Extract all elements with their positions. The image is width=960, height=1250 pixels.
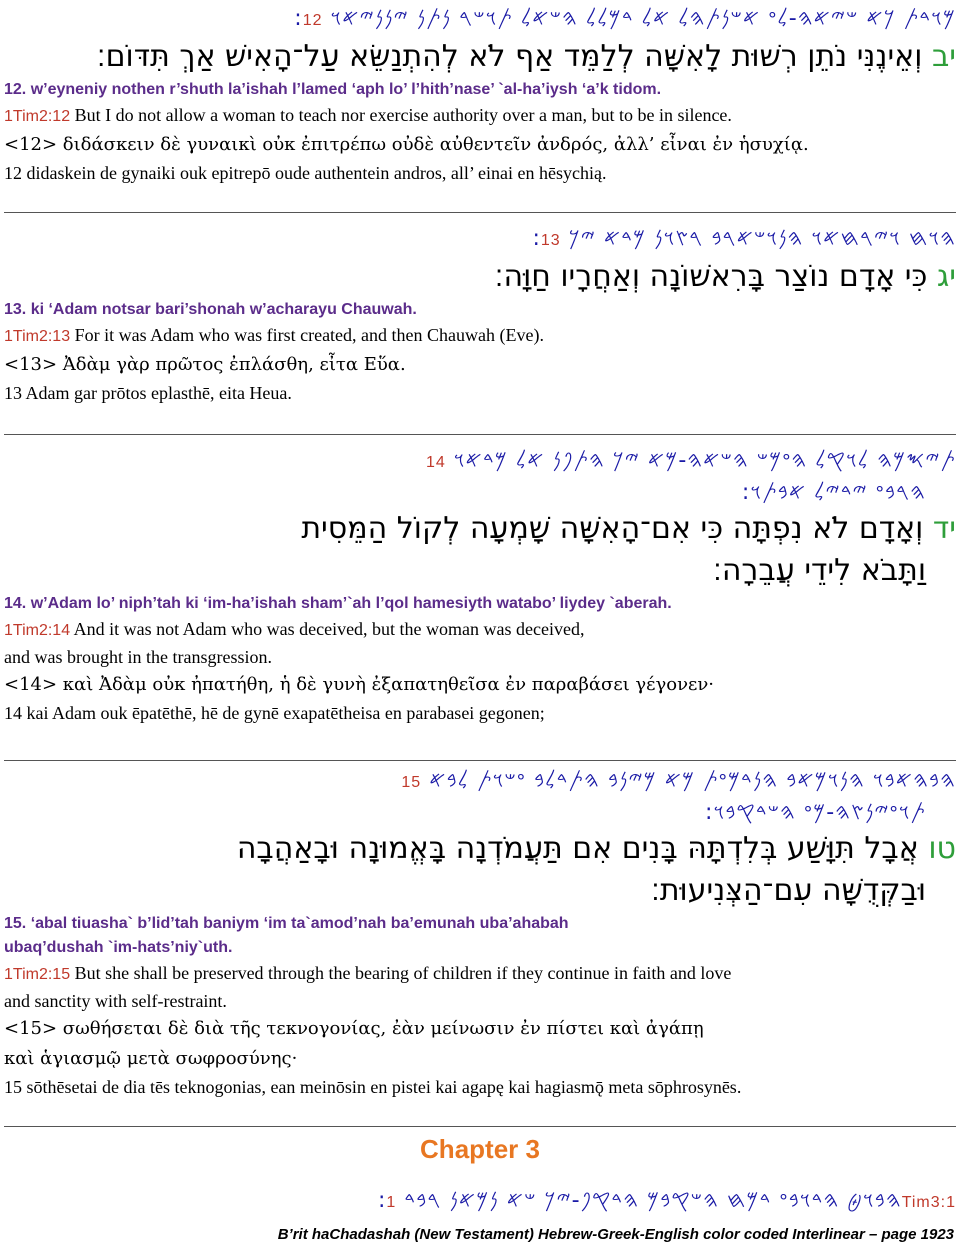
greek-line: <15> σωθήσεται δὲ διὰ τῆς τεκνογονίας, ἐὰν μείνωσιν ἐν πίστει καὶ ἀγάπῃ <box>4 1018 704 1039</box>
verse-14 <box>4 446 956 726</box>
chapter-heading: Chapter 3 <box>420 1134 540 1164</box>
hebrew-verse-label: יג <box>936 259 956 294</box>
hebrew-text: כִּי אָדָם נוֹצַר בָּרִאשׁוֹנָה וְאַחֲרָיו חַוָּה׃ <box>494 259 928 294</box>
hebrew-verse-label: יב <box>931 39 956 74</box>
greek-line: <12> διδάσκειν δὲ γυναικὶ οὐκ ἐπιτρέπω οὐδὲ αὐθεντεῖν ἀνδρός, ἀλλ’ εἶναι ἐν ἡσυχίᾳ. <box>4 134 809 155</box>
page-footer: B’rit haChadashah (New Testament) Hebrew-Greek-English color coded Interlinear – page 1923 <box>277 1226 954 1243</box>
greek-transliteration-line: 15 sōthēsetai de dia tēs teknogonias, ean meinōsin en pistei kai agapę kai hagiasmǭ meta sōphrosynēs. <box>4 1077 742 1097</box>
greek-line-2: καὶ ἁγιασμῷ μετὰ σωφροσύνης· <box>4 1048 298 1069</box>
paleo-text: :𐤌𐤅𐤃𐤕 𐤊𐤀 𐤔𐤉𐤀𐤄-𐤋𐤏 𐤀𐤔𐤍𐤕𐤄𐤋 𐤀𐤋 𐤃𐤌𐤋𐤋 𐤄𐤔𐤀𐤋 𐤕𐤅𐤔𐤓 𐤍𐤕𐤍 𐤉𐤍𐤍𐤉𐤀𐤅 <box>294 6 956 31</box>
paleo-hebrew-line <box>4 4 956 36</box>
english-text: But I do not allow a woman to teach nor exercise authority over a man, but to be in silence. <box>70 105 732 125</box>
paleo-text: :𐤄𐤁𐤅𐤈 𐤄𐤃𐤅𐤁𐤏 𐤃𐤌𐤇 𐤄𐤔𐤒𐤁𐤌 𐤄𐤃𐤒𐤐-𐤉𐤊 𐤔𐤀 𐤍𐤌𐤀𐤍 𐤓𐤁𐤃 <box>377 1188 902 1213</box>
transliteration-line: 15. ‘abal tiuasha` b’lid’tah baniym ‘im ta`amod’nah ba’emunah uba’ahabah <box>4 915 569 932</box>
verse-13 <box>4 224 956 406</box>
hebrew-line <box>4 256 956 298</box>
hebrew-verse-label: יד <box>932 511 956 546</box>
english-text: And it was not Adam who was deceived, but the woman was deceived, <box>70 619 585 639</box>
hebrew-line <box>4 828 956 870</box>
verse-number: 12 <box>302 12 323 29</box>
greek-line: <13> Ἀδὰμ γὰρ πρῶτος ἐπλάσθη, εἶτα Εὕα. <box>4 354 406 375</box>
hebrew-line <box>4 36 956 78</box>
hebrew-line-2: וּבַקְּדֻשָּׁה עִם־הַצְּנִיעוּת׃ <box>650 873 926 908</box>
paleo-hebrew-line-2: :𐤕𐤅𐤏𐤉𐤍𐤑𐤄-𐤌𐤏 𐤄𐤔𐤃𐤒𐤁𐤅 <box>705 800 926 825</box>
hebrew-line-2: וַתָּבֹא לִידֵי עֲבֵרָה׃ <box>712 553 926 588</box>
hebrew-text: וְאֵינֶנִּי נֹתֵן רְשׁוּת לָאִשָּׁה לְלַמֵּד אַף לֹא לְהִתְנַשֵּׂא עַל־הָאִישׁ אַךְ תִּדּוֹם׃ <box>96 39 923 74</box>
verse-number: 15 <box>401 774 422 791</box>
paleo-text: 𐤄𐤁𐤄𐤀𐤁𐤅 𐤄𐤍𐤅𐤌𐤀𐤁 𐤄𐤍𐤃𐤌𐤏𐤕 𐤌𐤀 𐤌𐤉𐤍𐤁 𐤄𐤕𐤃𐤋𐤁 𐤏𐤔𐤅𐤕 𐤋𐤁𐤀 <box>429 768 956 793</box>
english-line <box>4 102 956 130</box>
hebrew-line <box>4 508 956 550</box>
verse-ref: 1Tim2:12 <box>4 108 71 125</box>
verse-separator <box>4 434 956 435</box>
verse-15 <box>4 766 956 1100</box>
verse-ref: 1Tim2:15 <box>4 966 71 983</box>
paleo-text: :𐤄𐤅𐤇 𐤅𐤉𐤓𐤇𐤀𐤅 𐤄𐤍𐤅𐤔𐤀𐤓𐤁 𐤓𐤑𐤅𐤍 𐤌𐤃𐤀 𐤉𐤊 <box>532 226 956 251</box>
english-line <box>4 322 956 350</box>
paleo-hebrew-line-2: :𐤄𐤓𐤁𐤏 𐤉𐤃𐤉𐤋 𐤀𐤁𐤕𐤅 <box>741 480 926 505</box>
paleo-hebrew-line <box>4 766 956 798</box>
verse-separator <box>4 1126 956 1127</box>
english-line <box>4 616 956 644</box>
verse-3-1 <box>4 1186 956 1218</box>
verse-number: 14 <box>425 454 446 471</box>
english-text: For it was Adam who was first created, and then Chauwah (Eve). <box>70 325 544 345</box>
greek-transliteration-line: 13 Adam gar prōtos eplasthē, eita Heua. <box>4 383 292 403</box>
english-line-2: and sanctity with self-restraint. <box>4 991 227 1011</box>
hebrew-text: וְאָדָם לֹא נִפְתָּה כִּי אִם־הָאִשָּׁה שָׁמְעָה לְקוֹל הַמֵּסִית <box>301 511 924 546</box>
paleo-text: 𐤕𐤉𐤎𐤌𐤄 𐤋𐤅𐤒𐤋 𐤄𐤏𐤌𐤔 𐤄𐤔𐤀𐤄-𐤌𐤀 𐤉𐤊 𐤄𐤕𐤐𐤍 𐤀𐤋 𐤌𐤃𐤀𐤅 <box>453 448 956 473</box>
hebrew-verse-label: טו <box>928 831 956 866</box>
transliteration-line: 14. w’Adam lo’ niph’tah ki ‘im-ha’ishah sham’`ah l’qol hamesiyth watabo’ liydey `aberah. <box>4 595 672 612</box>
english-text: But she shall be preserved through the bearing of children if they continue in faith and love <box>70 963 732 983</box>
transliteration-line: 12. w’eyneniy nothen r’shuth la’ishah l’lamed ‘aph lo’ l’hith’nase’ `al-ha’iysh ‘a’k tidom. <box>4 81 662 98</box>
verse-12 <box>4 4 956 186</box>
paleo-hebrew-line <box>4 1186 956 1218</box>
english-line <box>4 960 956 988</box>
greek-line: <14> καὶ Ἀδὰμ οὐκ ἠπατήθη, ἡ δὲ γυνὴ ἐξαπατηθεῖσα ἐν παραβάσει γέγονεν· <box>4 674 715 695</box>
verse-ref: 1Tim3:1 <box>386 1194 956 1211</box>
paleo-hebrew-line <box>4 224 956 256</box>
verse-separator <box>4 760 956 761</box>
paleo-hebrew-line <box>4 446 956 478</box>
hebrew-text: אֲבָל תִּוָּשַׁע בְּלִדְתָּהּ בָּנִים אִם תַּעֲמֹדְנָה בָּאֱמוּנָה וּבָאַהֲבָה <box>236 831 919 866</box>
transliteration-line: 13. ki ‘Adam notsar bari’shonah w’acharayu Chauwah. <box>4 301 417 318</box>
verse-ref: 1Tim2:14 <box>4 622 71 639</box>
greek-transliteration-line: 14 kai Adam ouk ēpatēthē, hē de gynē exapatētheisa en parabasei gegonen; <box>4 703 545 723</box>
greek-transliteration-line: 12 didaskein de gynaiki ouk epitrepō oude authentein andros, all’ einai en hēsychią. <box>4 163 607 183</box>
verse-ref: 1Tim2:13 <box>4 328 71 345</box>
verse-number: 13 <box>540 232 561 249</box>
verse-separator <box>4 212 956 213</box>
transliteration-line-2: ubaq’dushah `im-hats’niy`uth. <box>4 939 233 956</box>
english-line-2: and was brought in the transgression. <box>4 647 272 667</box>
